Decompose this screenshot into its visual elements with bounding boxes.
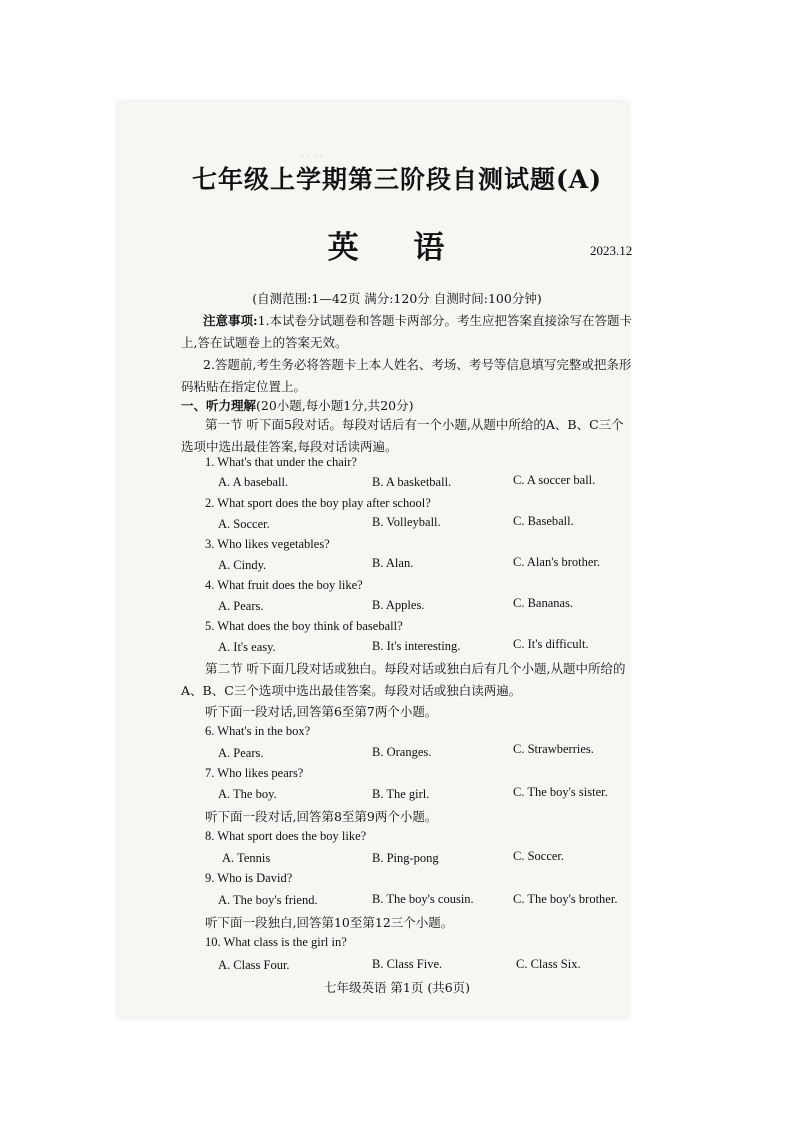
option-8b: B. Ping-pong: [372, 851, 439, 865]
page-footer: 七年级英语 第1页 (共6页): [323, 980, 471, 995]
bleed-through-text: · · · ·: [300, 150, 323, 162]
option-4b: B. Apples.: [372, 598, 425, 612]
question-7: 7. Who likes pears?: [205, 766, 304, 780]
notice-item-2: [181, 354, 641, 398]
option-7a: A. The boy.: [218, 787, 277, 801]
option-5c: C. It's difficult.: [513, 637, 589, 651]
part1-instructions: [181, 414, 636, 458]
option-1c: C. A soccer ball.: [513, 473, 596, 487]
option-8c: C. Soccer.: [513, 849, 565, 863]
question-2: 2. What sport does the boy play after school?: [205, 496, 431, 510]
option-9b: B. The boy's cousin.: [372, 892, 474, 906]
question-8: 8. What sport does the boy like?: [205, 829, 367, 843]
option-9c: C. The boy's brother.: [513, 892, 618, 906]
question-4: 4. What fruit does the boy like?: [205, 578, 363, 592]
part2-instructions: [181, 658, 636, 702]
option-9a: A. The boy's friend.: [218, 893, 318, 907]
option-6c: C. Strawberries.: [513, 742, 594, 756]
question-5: 5. What does the boy think of baseball?: [205, 619, 403, 633]
question-1: 1. What's that under the chair?: [205, 455, 357, 469]
part1-text: 第一节 听下面5段对话。每段对话后有一个小题,从题中所给的A、B、C三个选项中选出最佳答案,每段对话读两遍。: [181, 417, 624, 454]
option-2b: B. Volleyball.: [372, 515, 441, 529]
option-4c: C. Bananas.: [513, 596, 574, 610]
subject-title: 英 语: [327, 230, 467, 266]
section-heading-note: (20小题,每小题1分,共20分): [256, 398, 414, 413]
option-3a: A. Cindy.: [218, 558, 267, 572]
question-3: 3. Who likes vegetables?: [205, 537, 330, 551]
exam-title: 七年级上学期第三阶段自测试题(A): [191, 165, 603, 194]
option-5a: A. It's easy.: [218, 640, 276, 654]
option-1b: B. A basketball.: [372, 475, 452, 489]
section-heading-title: 一、听力理解: [181, 398, 257, 413]
option-5b: B. It's interesting.: [372, 639, 461, 653]
option-2a: A. Soccer.: [218, 517, 270, 531]
notice-label: 注意事项:: [203, 313, 258, 328]
notice-item-1: [181, 310, 641, 354]
option-10a: A. Class Four.: [218, 958, 290, 972]
option-10c: C. Class Six.: [516, 957, 581, 971]
option-10b: B. Class Five.: [372, 957, 443, 971]
option-8a: A. Tennis: [222, 851, 271, 865]
option-1a: A. A baseball.: [218, 475, 289, 489]
exam-date: 2023.12: [590, 243, 633, 258]
question-6: 6. What's in the box?: [205, 724, 311, 738]
exam-info: (自测范围:1—42页 满分:120分 自测时间:100分钟): [252, 291, 542, 306]
question-10: 10. What class is the girl in?: [205, 935, 347, 949]
instruction-6-7: 听下面一段对话,回答第6至第7两个小题。: [205, 704, 438, 719]
option-2c: C. Baseball.: [513, 514, 574, 528]
option-4a: A. Pears.: [218, 599, 264, 613]
option-6a: A. Pears.: [218, 746, 264, 760]
instruction-8-9: 听下面一段对话,回答第8至第9两个小题。: [205, 809, 438, 824]
option-3c: C. Alan's brother.: [513, 555, 600, 569]
instruction-10-12: 听下面一段独白,回答第10至第12三个小题。: [205, 915, 454, 930]
option-7b: B. The girl.: [372, 787, 430, 801]
option-7c: C. The boy's sister.: [513, 785, 608, 799]
option-3b: B. Alan.: [372, 556, 414, 570]
question-9: 9. Who is David?: [205, 871, 293, 885]
section-heading: [181, 396, 413, 414]
option-6b: B. Oranges.: [372, 745, 432, 759]
part2-text: 第二节 听下面几段对话或独白。每段对话或独白后有几个小题,从题中所给的A、B、C三个选项中选出最佳答案。每段对话或独白读两遍。: [181, 661, 626, 698]
notice-text-1: 1.本试卷分试题卷和答题卡两部分。考生应把答案直接涂写在答题卡上,答在试题卷上的答案无效。: [181, 313, 633, 350]
notice-text-2: 2.答题前,考生务必将答题卡上本人姓名、考场、考号等信息填写完整或把条形码粘贴在指定位置上。: [181, 357, 632, 394]
